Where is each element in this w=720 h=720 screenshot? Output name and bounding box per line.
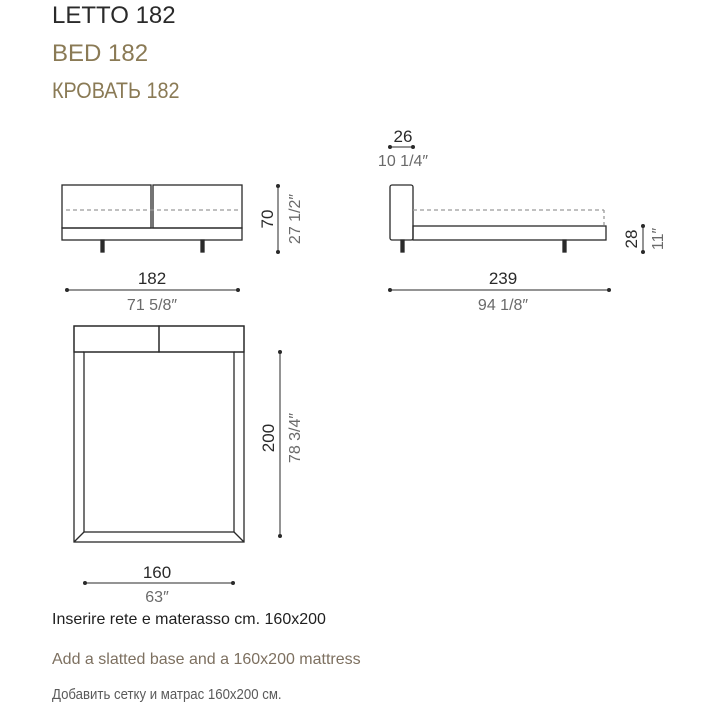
top-width-in: 63″ <box>145 589 169 606</box>
side-length-dimension <box>388 269 611 314</box>
top-length-dimension <box>259 350 304 538</box>
side-height-in: 11″ <box>650 227 667 251</box>
title-english: BED 182 <box>52 40 149 67</box>
side-length-cm: 239 <box>488 269 518 288</box>
side-view <box>390 185 606 252</box>
side-leg-front <box>563 240 566 252</box>
top-width-dimension <box>83 563 235 606</box>
top-length-cm: 200 <box>259 423 278 453</box>
top-view <box>74 326 244 542</box>
side-height-cm: 28 <box>622 229 641 249</box>
front-width-cm: 182 <box>137 269 167 288</box>
note-italian: Inserire rete e materasso cm. 160x200 <box>52 611 326 628</box>
front-view <box>62 185 242 252</box>
front-height-cm: 70 <box>258 209 277 229</box>
front-headboard-right <box>153 185 242 228</box>
top-frame-inner <box>84 352 234 532</box>
side-headboard <box>390 185 413 240</box>
front-height-dimension <box>258 184 304 254</box>
front-leg-right <box>201 240 204 252</box>
side-headboard-dimension <box>378 127 428 170</box>
front-width-dimension <box>65 269 240 314</box>
top-frame-outer <box>74 326 244 542</box>
note-russian: Добавить сетку и матрас 160x200 см. <box>52 686 282 703</box>
side-headboard-in: 10 1/4″ <box>377 153 429 170</box>
front-frame <box>62 228 242 240</box>
title-italian: LETTO 182 <box>52 2 176 29</box>
side-headboard-cm: 26 <box>393 127 413 146</box>
side-leg-back <box>401 240 404 252</box>
top-length-in: 78 3/4″ <box>287 412 304 464</box>
top-headboard-left <box>74 326 159 352</box>
front-headboard-left <box>62 185 151 228</box>
front-height-in: 27 1/2″ <box>287 193 304 245</box>
top-headboard-right <box>159 326 244 352</box>
note-english: Add a slatted base and a 160x200 mattress <box>52 651 361 668</box>
side-length-in: 94 1/8″ <box>477 297 529 314</box>
front-leg-left <box>101 240 104 252</box>
side-frame <box>413 226 606 240</box>
top-width-cm: 160 <box>142 563 172 582</box>
front-width-in: 71 5/8″ <box>126 297 178 314</box>
side-height-dimension <box>622 224 667 254</box>
title-russian: КРОВАТЬ 182 <box>52 78 180 103</box>
